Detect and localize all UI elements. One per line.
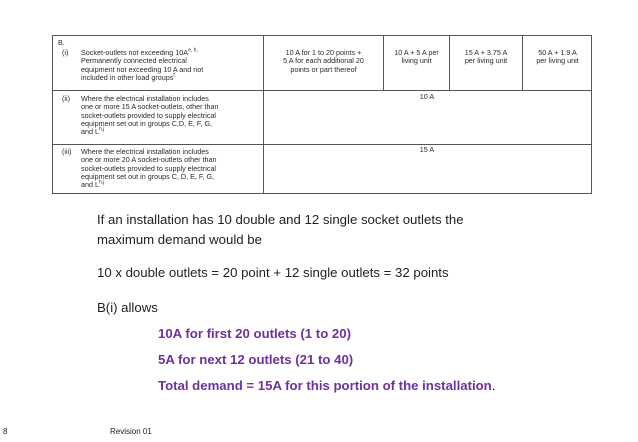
row-number: (ii) bbox=[62, 94, 70, 103]
cell-living-unit-2: 15 A + 3.75 A per living unit bbox=[464, 48, 508, 66]
row-description: Where the electrical installation includes one or more 20 A socket-outlets other than socket-outlets provided to supply electrical equipment set out in groups C, D, E, F, G, and L$^{h,j}$ bbox=[81, 147, 217, 190]
section-label: B. bbox=[58, 38, 65, 47]
row-description: Socket-outlets not exceeding $10A^{e, h,}$ Permanently connected electrical equipment not exceeding 10 A and not included in other load groups$^f$ bbox=[81, 47, 204, 82]
row-value: 15 A bbox=[419, 145, 435, 154]
cell-living-unit-3: 50 A + 1.9 A per living unit bbox=[536, 48, 579, 66]
table-rule-bottom bbox=[52, 193, 592, 194]
table-rule-row2 bbox=[52, 144, 592, 145]
row-number: (iii) bbox=[62, 147, 72, 156]
table-rule-row1 bbox=[52, 90, 592, 91]
first-outlets-line: 10A for first 20 outlets (1 to 20) bbox=[158, 326, 351, 341]
cell-living-unit-1: 10 A + 5 A per living unit bbox=[394, 48, 439, 66]
total-demand-text: Total demand = 15A for this portion of the installation bbox=[158, 378, 492, 393]
total-demand-period: . bbox=[491, 378, 496, 393]
demand-table bbox=[52, 35, 592, 194]
row-number: (i) bbox=[62, 48, 69, 57]
intro-line-1: If an installation has 10 double and 12 single socket outlets the bbox=[97, 212, 464, 227]
row-description: Where the electrical installation includes one or more 15 A socket-outlets, other than socket-outlets provided to supply electrical equipment set out in groups C,D, E, F, G, and L$^{h,j}$ bbox=[81, 94, 219, 137]
row-value: 10 A bbox=[419, 92, 435, 101]
intro-line-2: maximum demand would be bbox=[97, 232, 262, 247]
page-number: 8 bbox=[3, 427, 8, 436]
cell-points-rule: 10 A for 1 to 20 points + 5 A for each additional 20 points or part thereof bbox=[283, 48, 364, 74]
allows-line: B(i) allows bbox=[97, 300, 158, 315]
table-rule-top bbox=[52, 35, 592, 36]
calculation-line: 10 x double outlets = 20 point + 12 single outlets = 32 points bbox=[97, 265, 449, 280]
next-outlets-line: 5A for next 12 outlets (21 to 40) bbox=[158, 352, 354, 367]
table-rule-left bbox=[52, 35, 53, 194]
revision-label: Revision 01 bbox=[110, 427, 152, 436]
total-demand-line bbox=[158, 378, 495, 393]
